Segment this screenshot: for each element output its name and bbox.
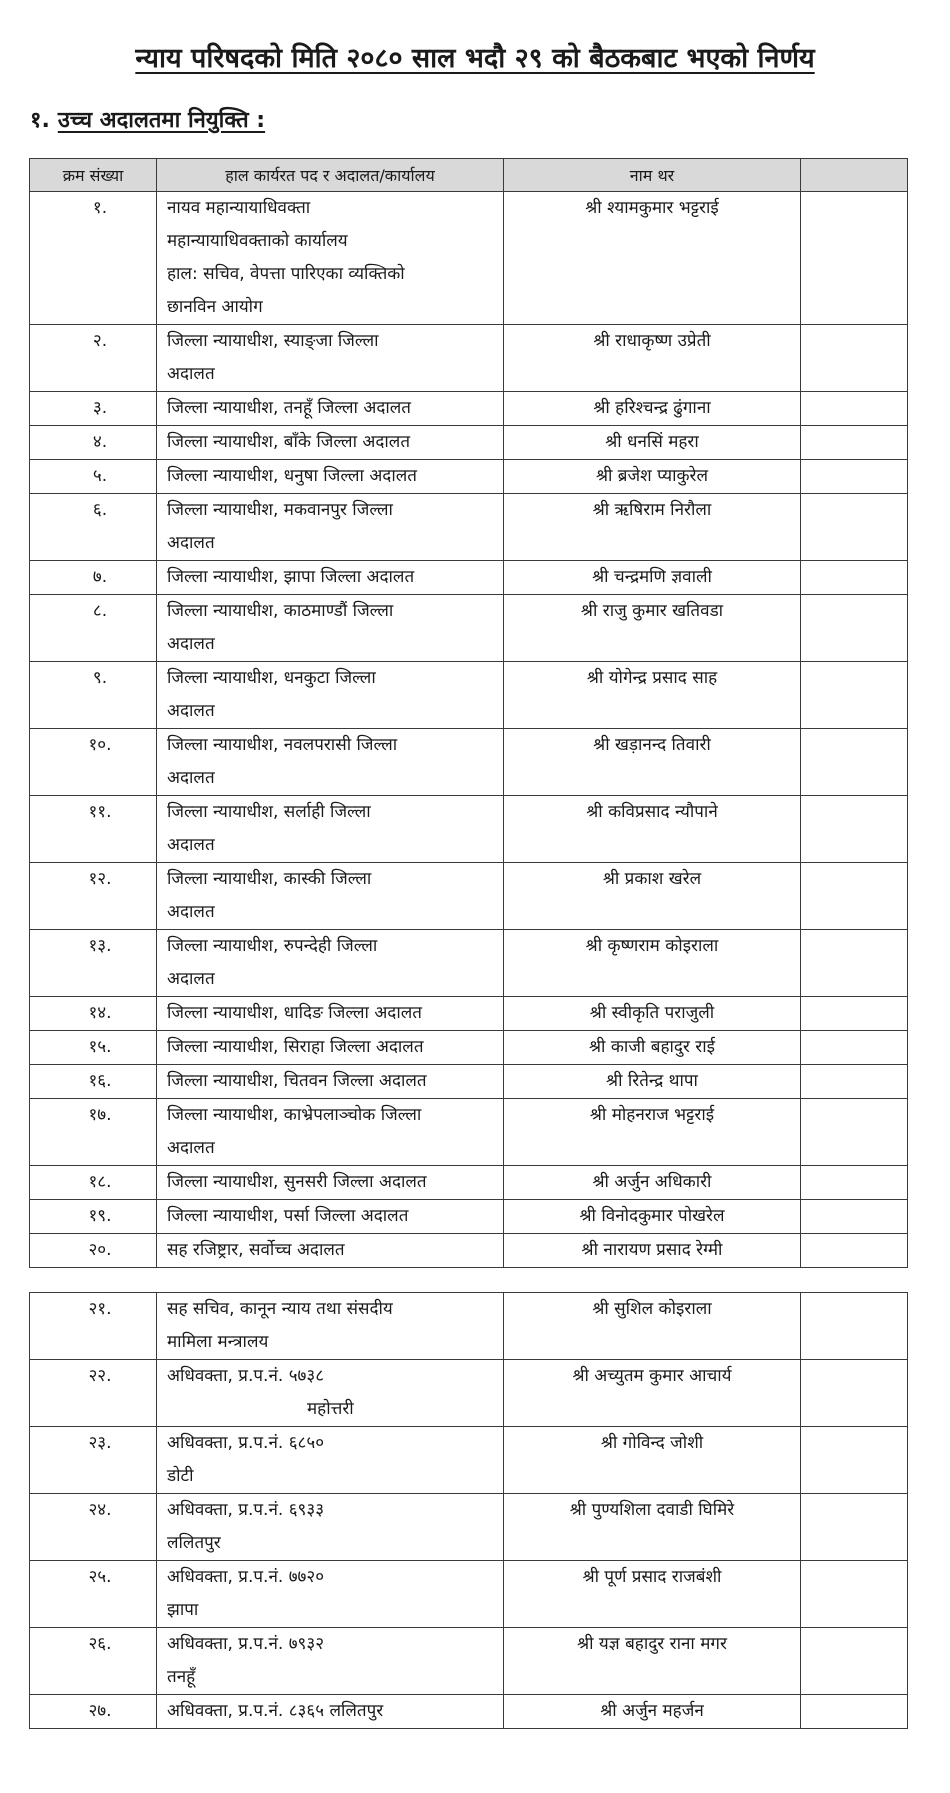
post-cell xyxy=(157,1166,504,1200)
name-cell: श्री धनसिं महरा xyxy=(504,426,801,460)
serial-number-cell: ८. xyxy=(30,595,157,662)
serial-number-cell: २१. xyxy=(30,1293,157,1360)
table-row xyxy=(30,392,908,426)
blank-cell xyxy=(801,460,908,494)
post-cell xyxy=(157,1494,504,1561)
blank-cell xyxy=(801,1360,908,1427)
table-row xyxy=(30,930,908,997)
post-cell xyxy=(157,1628,504,1695)
post-line: मामिला मन्त्रालय xyxy=(167,1332,269,1352)
post-line: महान्यायाधिवक्ताको कार्यालय xyxy=(167,231,348,251)
page-title: न्याय परिषदको मिति २०८० साल भदौ २९ को बैठकबाट भएको निर्णय xyxy=(135,43,815,74)
table-row xyxy=(30,1065,908,1099)
section-label: उच्च अदालतमा नियुक्ति : xyxy=(57,108,266,133)
post-cell xyxy=(157,494,504,561)
serial-number-cell: १०. xyxy=(30,729,157,796)
table-row xyxy=(30,192,908,325)
name-cell: श्री श्यामकुमार भट्टराई xyxy=(504,192,801,325)
post-line: अधिवक्ता, प्र.प.नं. ६८५० xyxy=(167,1433,325,1453)
blank-cell xyxy=(801,1065,908,1099)
table-row xyxy=(30,796,908,863)
blank-cell xyxy=(801,1200,908,1234)
post-line: अदालत xyxy=(167,969,215,989)
name-cell: श्री चन्द्रमणि ज्ञवाली xyxy=(504,561,801,595)
post-cell xyxy=(157,1293,504,1360)
blank-cell xyxy=(801,1234,908,1268)
post-line: जिल्ला न्यायाधीश, धनकुटा जिल्ला xyxy=(167,668,376,688)
blank-cell xyxy=(801,729,908,796)
section-number: १. xyxy=(30,108,50,133)
header-name: नाम थर xyxy=(504,159,801,192)
serial-number-cell: ५. xyxy=(30,460,157,494)
blank-cell xyxy=(801,1166,908,1200)
name-cell: श्री सुशिल कोइराला xyxy=(504,1293,801,1360)
serial-number-cell: ११. xyxy=(30,796,157,863)
post-line: छानविन आयोग xyxy=(167,297,263,317)
blank-cell xyxy=(801,595,908,662)
post-cell xyxy=(157,1695,504,1729)
name-cell: श्री राजु कुमार खतिवडा xyxy=(504,595,801,662)
post-line: जिल्ला न्यायाधीश, सुनसरी जिल्ला अदालत xyxy=(167,1172,427,1192)
serial-number-cell: २३. xyxy=(30,1427,157,1494)
table-row xyxy=(30,426,908,460)
serial-number-cell: १९. xyxy=(30,1200,157,1234)
post-cell xyxy=(157,595,504,662)
post-line: जिल्ला न्यायाधीश, पर्सा जिल्ला अदालत xyxy=(167,1206,409,1226)
blank-cell xyxy=(801,561,908,595)
post-line: तनहूँ xyxy=(167,1667,196,1687)
post-cell xyxy=(157,1234,504,1268)
post-line: जिल्ला न्यायाधीश, चितवन जिल्ला अदालत xyxy=(167,1071,427,1091)
post-line: अदालत xyxy=(167,902,215,922)
post-cell xyxy=(157,1561,504,1628)
serial-number-cell: २६. xyxy=(30,1628,157,1695)
post-line: अधिवक्ता, प्र.प.नं. ५७३८ xyxy=(167,1366,325,1386)
post-cell xyxy=(157,1360,504,1427)
name-cell: श्री पुण्यशिला दवाडी घिमिरे xyxy=(504,1494,801,1561)
serial-number-cell: २. xyxy=(30,325,157,392)
post-line: ललितपुर xyxy=(167,1533,221,1553)
serial-number-cell: १७. xyxy=(30,1099,157,1166)
post-cell xyxy=(157,392,504,426)
name-cell: श्री गोविन्द जोशी xyxy=(504,1427,801,1494)
post-line: जिल्ला न्यायाधीश, तनहूँ जिल्ला अदालत xyxy=(167,398,411,418)
name-cell: श्री ऋषिराम निरौला xyxy=(504,494,801,561)
post-cell xyxy=(157,1099,504,1166)
post-cell xyxy=(157,930,504,997)
post-line: अदालत xyxy=(167,1138,215,1158)
post-cell xyxy=(157,426,504,460)
blank-cell xyxy=(801,930,908,997)
post-cell xyxy=(157,997,504,1031)
serial-number-cell: ७. xyxy=(30,561,157,595)
post-cell xyxy=(157,1200,504,1234)
post-line: सह सचिव, कानून न्याय तथा संसदीय xyxy=(167,1299,393,1319)
table-row xyxy=(30,561,908,595)
table-row xyxy=(30,595,908,662)
post-line: नायव महान्यायाधिवक्ता xyxy=(167,198,311,218)
post-cell xyxy=(157,1427,504,1494)
name-cell: श्री स्वीकृति पराजुली xyxy=(504,997,801,1031)
post-line: जिल्ला न्यायाधीश, स्याङ्जा जिल्ला xyxy=(167,331,379,351)
post-line: जिल्ला न्यायाधीश, काभ्रेपलाञ्चोक जिल्ला xyxy=(167,1105,422,1125)
serial-number-cell: १. xyxy=(30,192,157,325)
serial-number-cell: ९. xyxy=(30,662,157,729)
table-row xyxy=(30,1166,908,1200)
post-line: अदालत xyxy=(167,364,215,384)
table-row xyxy=(30,1628,908,1695)
name-cell: श्री अर्जुन अधिकारी xyxy=(504,1166,801,1200)
blank-cell xyxy=(801,1695,908,1729)
blank-cell xyxy=(801,392,908,426)
post-line: अधिवक्ता, प्र.प.नं. ८३६५ ललितपुर xyxy=(167,1701,384,1721)
post-line: जिल्ला न्यायाधीश, मकवानपुर जिल्ला xyxy=(167,500,393,520)
name-cell: श्री हरिश्चन्द्र ढुंगाना xyxy=(504,392,801,426)
table-row xyxy=(30,1561,908,1628)
name-cell: श्री विनोदकुमार पोखरेल xyxy=(504,1200,801,1234)
serial-number-cell: २२. xyxy=(30,1360,157,1427)
post-line: अदालत xyxy=(167,533,215,553)
header-current-post: हाल कार्यरत पद र अदालत/कार्यालय xyxy=(157,159,504,192)
table-row xyxy=(30,1031,908,1065)
serial-number-cell: २४. xyxy=(30,1494,157,1561)
post-line: जिल्ला न्यायाधीश, धादिङ जिल्ला अदालत xyxy=(167,1003,422,1023)
blank-cell xyxy=(801,1031,908,1065)
blank-cell xyxy=(801,997,908,1031)
table-row xyxy=(30,494,908,561)
post-cell xyxy=(157,1065,504,1099)
serial-number-cell: १८. xyxy=(30,1166,157,1200)
serial-number-cell: ३. xyxy=(30,392,157,426)
post-line: अदालत xyxy=(167,768,215,788)
blank-cell xyxy=(801,1427,908,1494)
serial-number-cell: २७. xyxy=(30,1695,157,1729)
table-row xyxy=(30,1360,908,1427)
table-row xyxy=(30,1427,908,1494)
table-row xyxy=(30,1293,908,1360)
table-row xyxy=(30,1099,908,1166)
post-line: महोत्तरी xyxy=(307,1399,354,1419)
table-header-row xyxy=(30,159,908,192)
blank-cell xyxy=(801,1099,908,1166)
post-line: सह रजिष्ट्रार, सर्वोच्च अदालत xyxy=(167,1240,345,1260)
serial-number-cell: १४. xyxy=(30,997,157,1031)
blank-cell xyxy=(801,863,908,930)
blank-cell xyxy=(801,1293,908,1360)
table-row xyxy=(30,1494,908,1561)
serial-number-cell: २०. xyxy=(30,1234,157,1268)
name-cell: श्री कविप्रसाद न्यौपाने xyxy=(504,796,801,863)
name-cell: श्री मोहनराज भट्टराई xyxy=(504,1099,801,1166)
name-cell: श्री नारायण प्रसाद रेग्मी xyxy=(504,1234,801,1268)
blank-cell xyxy=(801,1494,908,1561)
post-cell xyxy=(157,561,504,595)
post-cell xyxy=(157,796,504,863)
post-line: अदालत xyxy=(167,701,215,721)
post-line: हाल: सचिव, वेपत्ता पारिएका व्यक्तिको xyxy=(167,264,405,284)
post-cell xyxy=(157,863,504,930)
blank-cell xyxy=(801,1561,908,1628)
serial-number-cell: १२. xyxy=(30,863,157,930)
blank-cell xyxy=(801,426,908,460)
serial-number-cell: २५. xyxy=(30,1561,157,1628)
post-cell xyxy=(157,1031,504,1065)
post-line: झापा xyxy=(167,1600,199,1620)
table-row xyxy=(30,460,908,494)
blank-cell xyxy=(801,192,908,325)
table-row xyxy=(30,1200,908,1234)
name-cell: श्री राधाकृष्ण उप्रेती xyxy=(504,325,801,392)
post-line: अदालत xyxy=(167,634,215,654)
serial-number-cell: १५. xyxy=(30,1031,157,1065)
post-line: जिल्ला न्यायाधीश, सर्लाही जिल्ला xyxy=(167,802,371,822)
name-cell: श्री अच्युतम कुमार आचार्य xyxy=(504,1360,801,1427)
post-cell xyxy=(157,662,504,729)
post-line: अधिवक्ता, प्र.प.नं. ७७२० xyxy=(167,1567,325,1587)
blank-cell xyxy=(801,1628,908,1695)
post-cell xyxy=(157,192,504,325)
table-row xyxy=(30,325,908,392)
post-line: अधिवक्ता, प्र.प.नं. ६९३३ xyxy=(167,1500,325,1520)
header-blank xyxy=(801,159,908,192)
serial-number-cell: १३. xyxy=(30,930,157,997)
post-line: अधिवक्ता, प्र.प.नं. ७९३२ xyxy=(167,1634,325,1654)
post-line: जिल्ला न्यायाधीश, कास्की जिल्ला xyxy=(167,869,372,889)
name-cell: श्री योगेन्द्र प्रसाद साह xyxy=(504,662,801,729)
post-line: जिल्ला न्यायाधीश, धनुषा जिल्ला अदालत xyxy=(167,466,417,486)
appointments-table xyxy=(29,158,908,1268)
blank-cell xyxy=(801,494,908,561)
post-cell xyxy=(157,729,504,796)
serial-number-cell: ४. xyxy=(30,426,157,460)
post-line: जिल्ला न्यायाधीश, झापा जिल्ला अदालत xyxy=(167,567,415,587)
blank-cell xyxy=(801,796,908,863)
post-line: जिल्ला न्यायाधीश, सिराहा जिल्ला अदालत xyxy=(167,1037,424,1057)
name-cell: श्री यज्ञ बहादुर राना मगर xyxy=(504,1628,801,1695)
name-cell: श्री पूर्ण प्रसाद राजबंशी xyxy=(504,1561,801,1628)
table-row xyxy=(30,662,908,729)
name-cell: श्री अर्जुन महर्जन xyxy=(504,1695,801,1729)
name-cell: श्री प्रकाश खरेल xyxy=(504,863,801,930)
table-row xyxy=(30,729,908,796)
post-line: जिल्ला न्यायाधीश, काठमाण्डौं जिल्ला xyxy=(167,601,394,621)
table-row xyxy=(30,997,908,1031)
appointments-table-continued xyxy=(29,1292,908,1729)
serial-number-cell: १६. xyxy=(30,1065,157,1099)
name-cell: श्री काजी बहादुर राई xyxy=(504,1031,801,1065)
table-row xyxy=(30,1234,908,1268)
name-cell: श्री रितेन्द्र थापा xyxy=(504,1065,801,1099)
blank-cell xyxy=(801,325,908,392)
blank-cell xyxy=(801,662,908,729)
table-row xyxy=(30,1695,908,1729)
name-cell: श्री कृष्णराम कोइराला xyxy=(504,930,801,997)
post-line: जिल्ला न्यायाधीश, बाँके जिल्ला अदालत xyxy=(167,432,411,452)
post-cell xyxy=(157,460,504,494)
section-heading xyxy=(30,104,265,134)
name-cell: श्री खड़ानन्द तिवारी xyxy=(504,729,801,796)
serial-number-cell: ६. xyxy=(30,494,157,561)
post-cell xyxy=(157,325,504,392)
post-line: जिल्ला न्यायाधीश, नवलपरासी जिल्ला xyxy=(167,735,398,755)
table-row xyxy=(30,863,908,930)
post-line: डोटी xyxy=(167,1466,194,1486)
name-cell: श्री ब्रजेश प्याकुरेल xyxy=(504,460,801,494)
post-line: अदालत xyxy=(167,835,215,855)
header-serial-number: क्रम संख्या xyxy=(30,159,157,192)
post-line: जिल्ला न्यायाधीश, रुपन्देही जिल्ला xyxy=(167,936,378,956)
